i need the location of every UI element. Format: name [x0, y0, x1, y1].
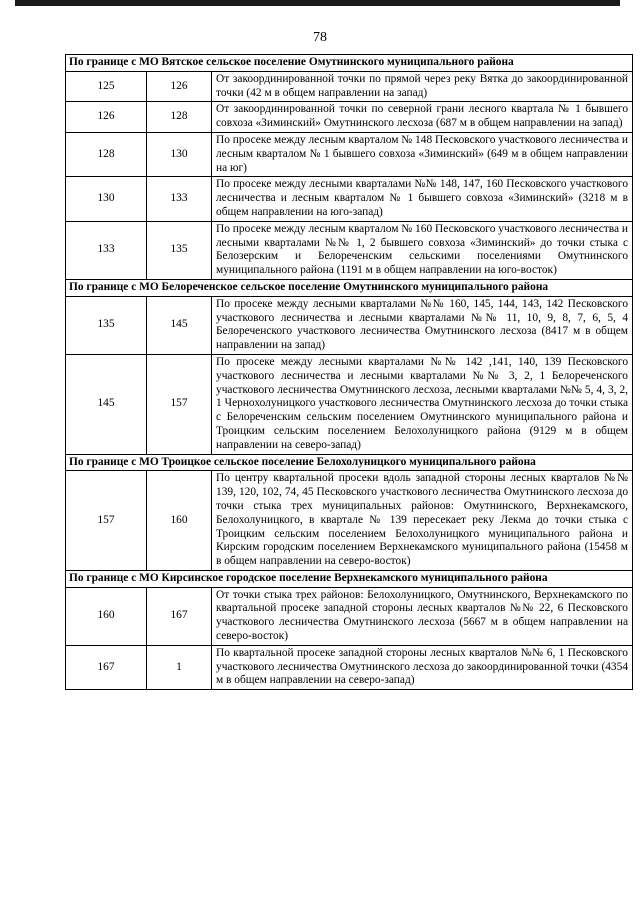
- to-point-cell: 130: [147, 132, 212, 176]
- section-header-row: [66, 55, 633, 72]
- to-point-cell: 167: [147, 587, 212, 645]
- boundary-description-cell: От закоординированной точки по северной грани лесного квартала № 1 бывшего совхоза «Зиминский» Омутнинского лесхоза (687 м в общем направлении на запад): [212, 102, 633, 133]
- boundary-description-cell: От закоординированной точки по прямой через реку Вятка до закоординированной точки (42 м в общем направлении на запад): [212, 71, 633, 102]
- section-title: По границе с МО Кирсинское городское поселение Верхнекамского муниципального района: [66, 570, 633, 587]
- from-point-cell: 167: [66, 645, 147, 689]
- top-scan-border: [15, 0, 620, 6]
- from-point-cell: 133: [66, 221, 147, 279]
- section-header-row: [66, 279, 633, 296]
- from-point-cell: 125: [66, 71, 147, 102]
- table-row: [66, 102, 633, 133]
- to-point-cell: 1: [147, 645, 212, 689]
- to-point-cell: 128: [147, 102, 212, 133]
- to-point-cell: 157: [147, 354, 212, 454]
- section-title: По границе с МО Троицкое сельское поселение Белохолуницкого муниципального района: [66, 454, 633, 471]
- table-row: [66, 587, 633, 645]
- boundary-description-cell: По просеке между лесными кварталами №№ 160, 145, 144, 143, 142 Песковского участкового лесничества и лесными кварталами №№ 11, 10, 9, 8, 7, 6, 5, 4 Белореченского участкового лесничества Омутнинского лесхоза (8417 м в общем направлении на запад): [212, 296, 633, 354]
- to-point-cell: 160: [147, 471, 212, 571]
- table-row: [66, 645, 633, 689]
- boundary-description-cell: По просеке между лесными кварталами №№ 142 ,141, 140, 139 Песковского участкового лесничества и лесными кварталами №№ 3, 2, 1 Белореченского участкового лесничества Омутнинского лесхоза, лесными кварталами №№ 5, 4, 3, 2, 1 Чернохолуницкого участкового лесничества Омутнинского лесхоза до точки стыка с Белореченским сельским поселением Омутнинского муниципального района и Троицким сельским поселением Белохолуницкого района (9129 м в общем направлении на северо-запад): [212, 354, 633, 454]
- section-title: По границе с МО Белореченское сельское поселение Омутнинского муниципального района: [66, 279, 633, 296]
- boundary-description-cell: От точки стыка трех районов: Белохолуницкого, Омутнинского, Верхнекамского по квартальной просеке западной стороны лесных кварталов №№ 22, 6 Песковского участкового лесничества Омутнинского лесхоза (5667 м в общем направлении на северо-восток): [212, 587, 633, 645]
- boundary-description-cell: По просеке между лесными кварталами №№ 148, 147, 160 Песковского участкового лесничества и лесным кварталом № 1 бывшего совхоза «Зиминский» (3218 м в общем направлении на юго-запад): [212, 177, 633, 221]
- section-header-row: [66, 454, 633, 471]
- from-point-cell: 126: [66, 102, 147, 133]
- from-point-cell: 157: [66, 471, 147, 571]
- section-header-row: [66, 570, 633, 587]
- from-point-cell: 160: [66, 587, 147, 645]
- table-row: [66, 132, 633, 176]
- from-point-cell: 145: [66, 354, 147, 454]
- to-point-cell: 133: [147, 177, 212, 221]
- boundary-table-body: [66, 55, 633, 690]
- table-row: [66, 354, 633, 454]
- to-point-cell: 135: [147, 221, 212, 279]
- page-number: 78: [313, 30, 327, 45]
- to-point-cell: 145: [147, 296, 212, 354]
- from-point-cell: 135: [66, 296, 147, 354]
- from-point-cell: 128: [66, 132, 147, 176]
- table-row: [66, 177, 633, 221]
- boundary-table: [65, 54, 633, 690]
- table-row: [66, 471, 633, 571]
- boundary-description-cell: По просеке между лесным кварталом № 160 Песковского участкового лесничества и лесными кварталами №№ 1, 2 бывшего совхоза «Зиминский» до точки стыка с Белозерским и Белореченским сельскими поселениями Омутнинского муниципального района (1191 м в общем направлении на юго-восток): [212, 221, 633, 279]
- from-point-cell: 130: [66, 177, 147, 221]
- boundary-description-cell: По центру квартальной просеки вдоль западной стороны лесных кварталов №№ 139, 120, 102, 74, 45 Песковского участкового лесничества Омутнинского лесхоза до точки стыка трех муниципальных районов: Омутнинского, Верхнекамского, Белохолуницкого, в квартале № 139 пересекает реку Лекма до точки стыка с Троицким сельским поселением Белохолуницкого муниципального района и Кирским городским поселением Верхнекамского муниципального района (15458 м в общем направлении на северо-восток): [212, 471, 633, 571]
- boundary-description-cell: По просеке между лесным кварталом № 148 Песковского участкового лесничества и лесным кварталом № 1 бывшего совхоза «Зиминский» (649 м в общем направлении на юг): [212, 132, 633, 176]
- boundary-description-cell: По квартальной просеке западной стороны лесных кварталов №№ 6, 1 Песковского участкового лесничества Омутнинского лесхоза до закоординированной точки (4354 м в общем направлении на северо-запад): [212, 645, 633, 689]
- table-row: [66, 71, 633, 102]
- to-point-cell: 126: [147, 71, 212, 102]
- table-row: [66, 296, 633, 354]
- section-title: По границе с МО Вятское сельское поселение Омутнинского муниципального района: [66, 55, 633, 72]
- table-row: [66, 221, 633, 279]
